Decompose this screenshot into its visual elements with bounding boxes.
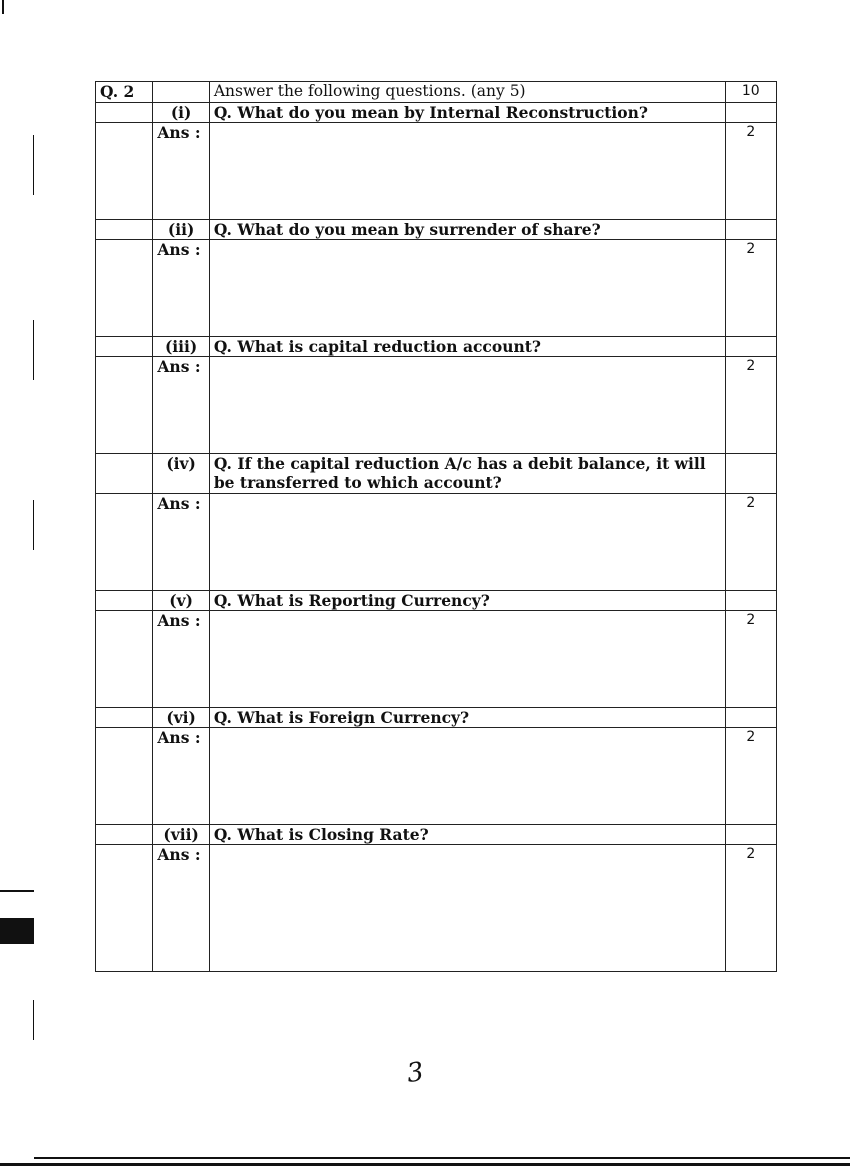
sub-question-number: (vi) [153,708,209,728]
answer-space[interactable] [209,611,725,708]
sub-question-row [96,220,777,240]
item-marks: 2 [725,494,776,591]
sub-question-text: Q. What is Foreign Currency? [209,708,725,728]
page-number: 3 [404,1056,426,1090]
sub-question-row [96,103,777,123]
answer-row [96,494,777,591]
sub-question-row [96,708,777,728]
question-instruction: Answer the following questions. (any 5) [209,82,725,103]
sub-question-row [96,454,777,494]
question-number: Q. 2 [96,82,153,103]
answer-label: Ans : [153,611,209,708]
answer-label: Ans : [153,123,209,220]
header-sub-cell [153,82,209,103]
item-marks: 2 [725,357,776,454]
sub-question-number: (iii) [153,337,209,357]
answer-space[interactable] [209,494,725,591]
sub-question-text: Q. What is capital reduction account? [209,337,725,357]
sub-question-number: (v) [153,591,209,611]
sub-question-text: Q. If the capital reduction A/c has a debit balance, it will be transferred to which account? [209,454,725,494]
scan-edge-block [0,918,34,944]
answer-space[interactable] [209,357,725,454]
item-marks: 2 [725,240,776,337]
answer-row [96,611,777,708]
sub-question-number: (ii) [153,220,209,240]
answer-space[interactable] [209,728,725,825]
answer-label: Ans : [153,357,209,454]
scan-bottom-line [34,1157,850,1159]
answer-row [96,845,777,972]
scan-edge-bar [0,890,34,892]
sub-question-text: Q. What is Closing Rate? [209,825,725,845]
scan-bottom-line-2 [0,1163,850,1166]
sub-question-text: Q. What do you mean by surrender of share? [209,220,725,240]
answer-space[interactable] [209,845,725,972]
answer-row [96,728,777,825]
question-table [95,81,777,972]
total-marks: 10 [725,82,776,103]
scan-left-tick [33,135,34,195]
answer-label: Ans : [153,728,209,825]
sub-question-row [96,337,777,357]
sub-question-text: Q. What is Reporting Currency? [209,591,725,611]
scan-top-mark [2,0,4,14]
sub-question-text: Q. What do you mean by Internal Reconstruction? [209,103,725,123]
answer-row [96,240,777,337]
scan-left-tick-4 [33,1000,34,1040]
answer-label: Ans : [153,845,209,972]
answer-row [96,123,777,220]
scan-left-tick-3 [33,500,34,550]
answer-label: Ans : [153,494,209,591]
sub-question-number: (vii) [153,825,209,845]
answer-row [96,357,777,454]
item-marks: 2 [725,728,776,825]
question-header-row [96,82,777,103]
item-marks: 2 [725,611,776,708]
sub-question-row [96,591,777,611]
answer-label: Ans : [153,240,209,337]
scan-left-tick-2 [33,320,34,380]
item-marks: 2 [725,845,776,972]
answer-space[interactable] [209,123,725,220]
sub-question-number: (i) [153,103,209,123]
sub-question-row [96,825,777,845]
sub-question-number: (iv) [153,454,209,494]
answer-space[interactable] [209,240,725,337]
item-marks: 2 [725,123,776,220]
